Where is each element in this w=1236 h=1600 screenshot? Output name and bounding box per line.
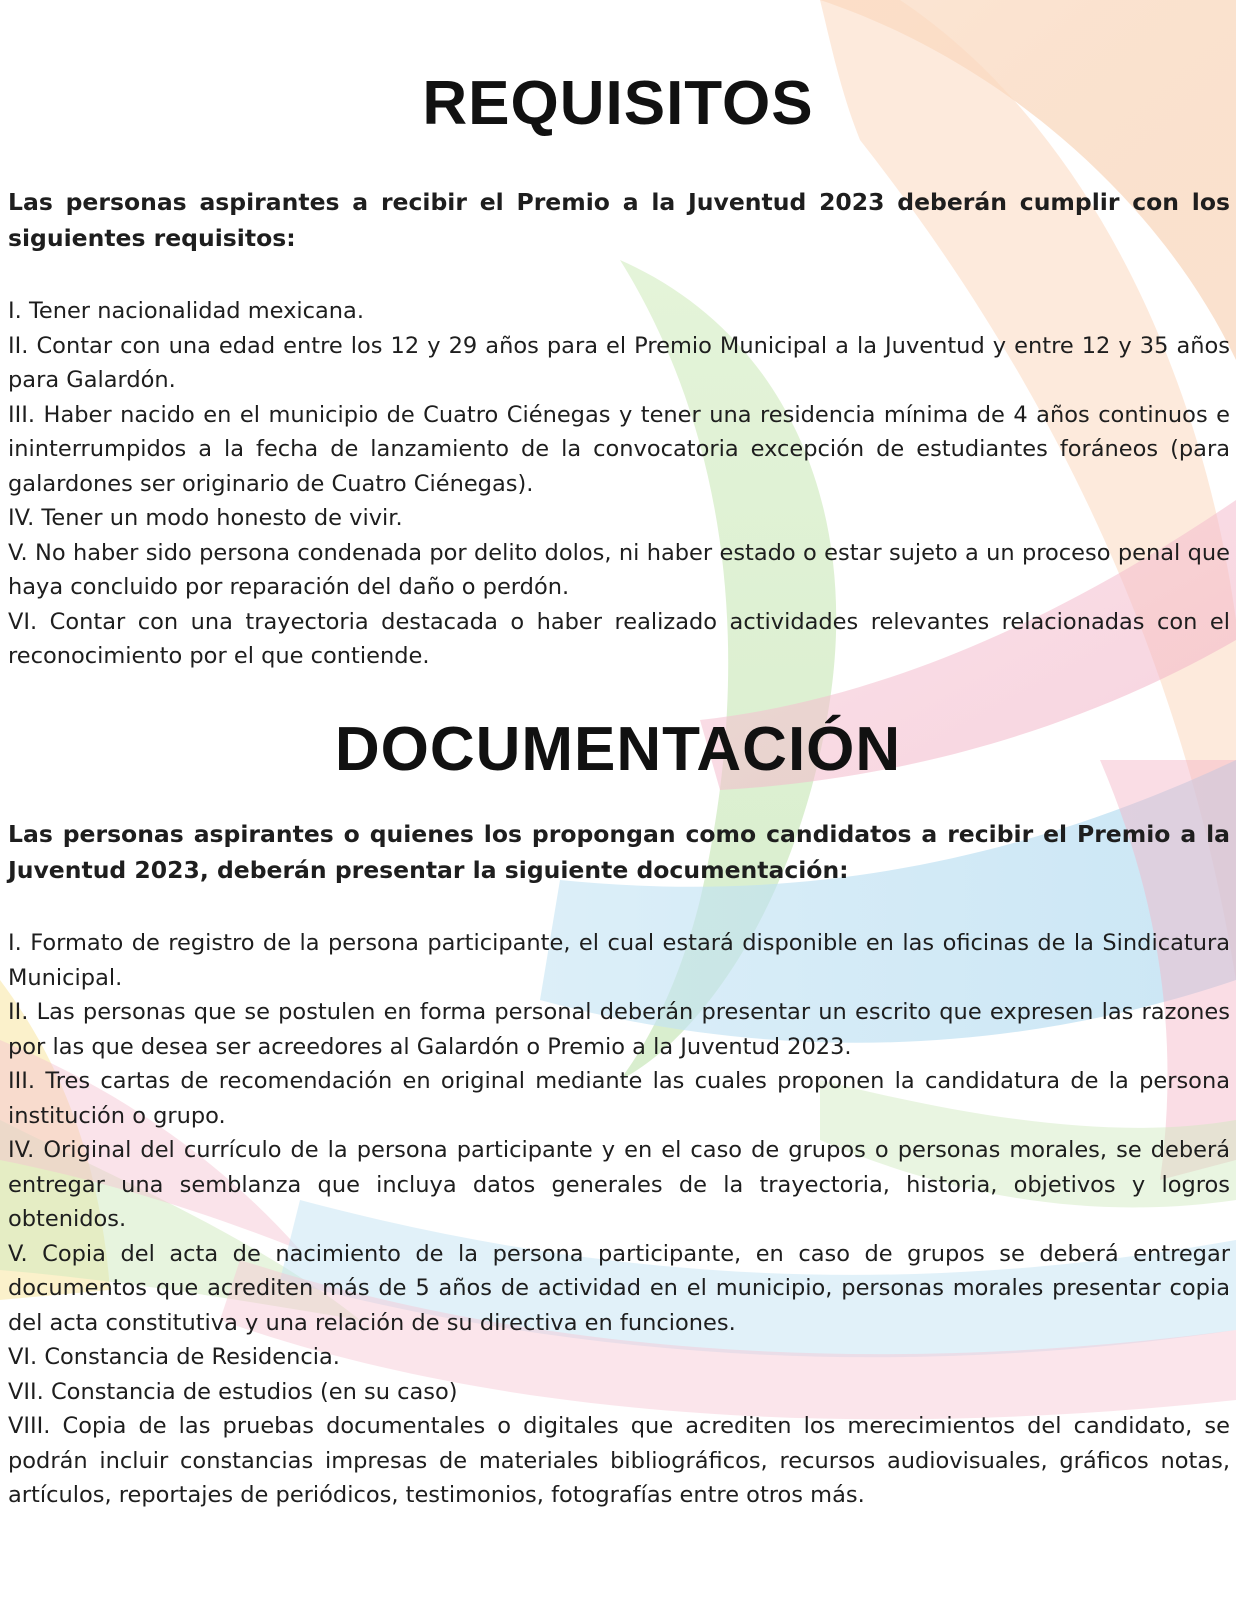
requisito-item: IV. Tener un modo honesto de vivir. xyxy=(8,505,403,531)
documentacion-list xyxy=(8,926,1230,1513)
documento-item: VI. Constancia de Residencia. xyxy=(8,1344,340,1370)
documento-item: II. Las personas que se postulen en forma personal deberán presentar un escrito que expresen las razones por las que desea ser acreedores al Galardón o Premio a la Juventud 2023. xyxy=(8,999,1230,1060)
documento-item: VII. Constancia de estudios (en su caso) xyxy=(8,1378,458,1405)
requisitos-intro-text: Las personas aspirantes a recibir el Premio a la Juventud 2023 deberán cumplir con los siguientes requisitos: xyxy=(8,188,1230,252)
requisitos-intro xyxy=(8,184,1230,256)
requisitos-title: REQUISITOS xyxy=(422,69,814,138)
documento-item: III. Tres cartas de recomendación en original mediante las cuales proponen la candidatura de la persona institución o grupo. xyxy=(8,1068,1230,1129)
requisito-item: VI. Contar con una trayectoria destacada o haber realizado actividades relevantes relacionadas con el reconocimiento por el que contiende. xyxy=(8,608,1230,669)
documento-item: VIII. Copia de las pruebas documentales o digitales que acrediten los merecimientos del candidato, se podrán incluir constancias impresas de materiales bibliográficos, recursos audiovisuales, gráficos notas, artículos, reportajes de periódicos, testimonios, fotografías entre otros más. xyxy=(8,1413,1230,1508)
documentacion-intro-text: Las personas aspirantes o quienes los propongan como candidatos a recibir el Premio a la Juventud 2023, deberán presentar la siguiente documentación: xyxy=(8,820,1230,884)
documentacion-intro xyxy=(8,816,1230,888)
requisito-item: V. No haber sido persona condenada por delito dolos, ni haber estado o estar sujeto a un proceso penal que haya concluido por reparación del daño o perdón. xyxy=(8,539,1230,600)
requisitos-list xyxy=(8,294,1230,674)
documento-item: V. Copia del acta de nacimiento de la persona participante, en caso de grupos se deberá entregar documentos que acrediten más de 5 años de actividad en el municipio, personas morales presentar copia del acta constitutiva y una relación de su directiva en funciones. xyxy=(8,1240,1230,1336)
documento-item: IV. Original del currículo de la persona participante y en el caso de grupos o personas morales, se deberá entregar una semblanza que incluya datos generales de la trayectoria, historia, objetivos y logros obtenidos. xyxy=(8,1137,1230,1232)
requisito-item: III. Haber nacido en el municipio de Cuatro Ciénegas y tener una residencia mínima de 4 años continuos e ininterrumpidos a la fecha de lanzamiento de la convocatoria excepción de estudiantes foráneos (para galardones ser originario de Cuatro Ciénegas). xyxy=(8,401,1230,497)
requisito-item: I. Tener nacionalidad mexicana. xyxy=(8,298,364,324)
documento-item: I. Formato de registro de la persona participante, el cual estará disponible en las oficinas de la Sindicatura Municipal. xyxy=(8,930,1230,991)
requisito-item: II. Contar con una edad entre los 12 y 29 años para el Premio Municipal a la Juventud y entre 12 y 35 años para Galardón. xyxy=(8,332,1230,393)
documentacion-title: DOCUMENTACIÓN xyxy=(334,715,902,784)
